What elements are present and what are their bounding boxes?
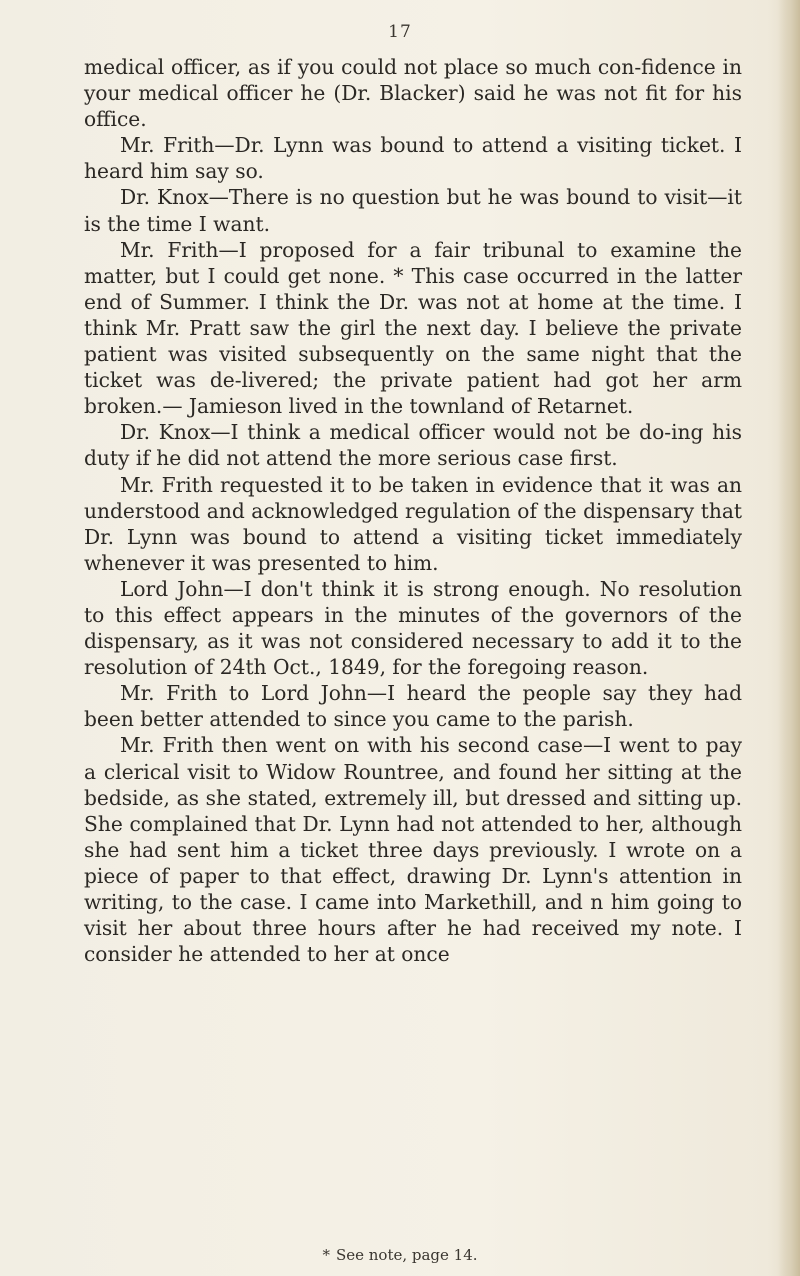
- paragraph-7: Lord John—I don't think it is strong enough. No resolution to this effect appears in the minutes of the governors of the dispensary, as it was not considered necessary to add it to the resolution of 24th Oct., 1849, for the foregoing reason.: [84, 576, 742, 680]
- paragraph-5: Dr. Knox—I think a medical officer would not be do-ing his duty if he did not attend the more serious case first.: [84, 420, 742, 471]
- paragraph-3: Dr. Knox—There is no question but he was bound to visit—it is the time I want.: [84, 185, 742, 236]
- body-text: [84, 54, 742, 967]
- page-number: 17: [388, 22, 412, 42]
- page-edge-shadow: [778, 0, 800, 1276]
- footnote: [0, 1246, 800, 1264]
- paragraph-2: Mr. Frith—Dr. Lynn was bound to attend a visiting ticket. I heard him say so.: [84, 133, 742, 184]
- paragraph-4: Mr. Frith—I proposed for a fair tribunal to examine the matter, but I could get none. * This case occurred in the latter end of Summer. I think the Dr. was not at home at the time. I think Mr. Pratt saw the girl the next day. I believe the private patient was visited subsequently on the same night that the ticket was de-livered; the private patient had got her arm broken.— Jamieson lived in the townland of Retarnet.: [84, 237, 742, 419]
- footnote-mark: *: [322, 1246, 330, 1264]
- paragraph-1: medical officer, as if you could not place so much con-fidence in your medical officer he (Dr. Blacker) said he was not fit for his office.: [84, 55, 742, 132]
- footnote-text: See note, page 14.: [335, 1246, 478, 1264]
- paragraph-8: Mr. Frith to Lord John—I heard the people say they had been better attended to since you came to the parish.: [84, 681, 742, 732]
- paragraph-9: Mr. Frith then went on with his second case—I went to pay a clerical visit to Widow Rountree, and found her sitting at the bedside, as she stated, extremely ill, but dressed and sitting up. She complained that Dr. Lynn had not attended to her, although she had sent him a ticket three days previously. I wrote on a piece of paper to that effect, drawing Dr. Lynn's attention in writing, to the case. I came into Markethill, and n him going to visit her about three hours after he had received my note. I consider he attended to her at once: [84, 733, 742, 967]
- paragraph-6: Mr. Frith requested it to be taken in evidence that it was an understood and acknowledged regulation of the dispensary that Dr. Lynn was bound to attend a visiting ticket immediately whenever it was presented to him.: [84, 472, 742, 575]
